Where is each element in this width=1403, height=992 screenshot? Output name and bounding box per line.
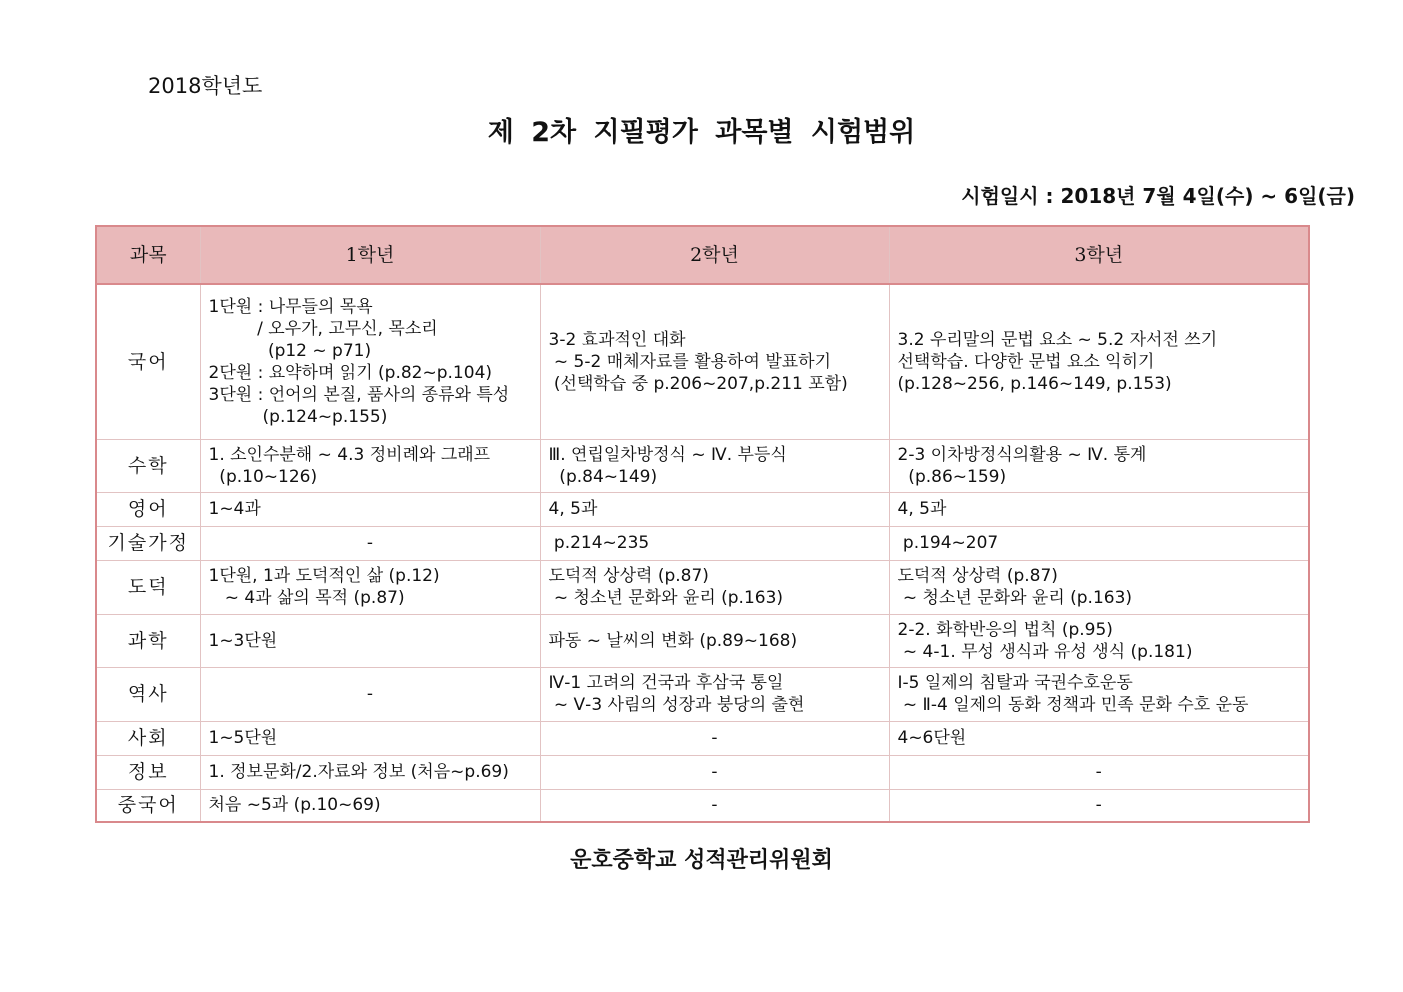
- subject-cell: 중국어: [96, 789, 200, 822]
- cell-line: -: [1095, 762, 1102, 782]
- grade2-cell: [540, 755, 889, 789]
- cell-line: 1~4과: [208, 499, 261, 519]
- header-grade1: 1학년: [200, 226, 540, 284]
- table-row: [96, 492, 1309, 526]
- grade3-cell: [889, 755, 1309, 789]
- cell-line: 3-2 효과적인 대화: [548, 329, 686, 350]
- cell-line: -: [366, 533, 374, 553]
- exam-range-table: [95, 225, 1310, 823]
- table-header-row: [96, 226, 1309, 284]
- subject-cell: 정보: [96, 755, 200, 789]
- grade1-cell: [200, 284, 540, 439]
- grade2-cell: [540, 667, 889, 721]
- grade3-cell: [889, 789, 1309, 822]
- subject-cell: 영어: [96, 492, 200, 526]
- cell-line: (p.128~256, p.146~149, p.153): [897, 373, 1172, 394]
- grade1-cell: [200, 667, 540, 721]
- cell-line: 도덕적 상상력 (p.87): [548, 566, 709, 586]
- grade3-cell: [889, 667, 1309, 721]
- grade1-cell: [200, 755, 540, 789]
- table-row: [96, 721, 1309, 755]
- grade2-cell: [540, 614, 889, 667]
- subject-cell: 역사: [96, 667, 200, 721]
- grade1-cell: [200, 439, 540, 492]
- cell-line: p.194~207: [897, 533, 999, 553]
- cell-line: (선택학습 중 p.206~207,p.211 포함): [548, 373, 848, 394]
- grade1-cell: [200, 614, 540, 667]
- table-row: [96, 284, 1309, 439]
- cell-line: 1~5단원: [208, 728, 278, 748]
- cell-line: 1단원, 1과 도덕적인 삶 (p.12): [208, 566, 440, 586]
- cell-line: -: [711, 762, 718, 782]
- cell-line: 2-2. 화학반응의 법칙 (p.95): [897, 619, 1113, 640]
- cell-line: 파동 ~ 날씨의 변화 (p.89~168): [548, 630, 798, 651]
- header-grade2: 2학년: [540, 226, 889, 284]
- grade2-cell: [540, 526, 889, 560]
- grade1-cell: [200, 721, 540, 755]
- cell-line: -: [711, 795, 718, 816]
- subject-cell: 도덕: [96, 560, 200, 614]
- table-row: [96, 526, 1309, 560]
- cell-line: ~ 4과 삶의 목적 (p.87): [208, 588, 405, 608]
- subject-cell: 과학: [96, 614, 200, 667]
- table-row: [96, 560, 1309, 614]
- cell-line: 1. 정보문화/2.자료와 정보 (처음~p.69): [208, 762, 509, 782]
- cell-line: 도덕적 상상력 (p.87): [897, 566, 1058, 586]
- grade3-cell: [889, 439, 1309, 492]
- exam-date: 시험일시 : 2018년 7월 4일(수) ~ 6일(금): [961, 184, 1355, 208]
- header-grade3: 3학년: [889, 226, 1309, 284]
- grade2-cell: [540, 492, 889, 526]
- table-row: [96, 667, 1309, 721]
- page-title: 제 2차 지필평가 과목별 시험범위: [487, 117, 916, 148]
- cell-line: ~ 4-1. 무성 생식과 유성 생식 (p.181): [897, 641, 1193, 662]
- cell-line: (p.84~149): [548, 466, 658, 487]
- cell-line: 4, 5과: [897, 499, 947, 519]
- grade3-cell: [889, 526, 1309, 560]
- grade1-cell: [200, 560, 540, 614]
- footer-committee: 운호중학교 성적관리위원회: [570, 848, 833, 873]
- grade2-cell: [540, 284, 889, 439]
- cell-line: ~ 청소년 문화와 윤리 (p.163): [548, 588, 784, 608]
- cell-line: (p.86~159): [897, 466, 1007, 487]
- cell-line: 4, 5과: [548, 499, 598, 519]
- cell-line: ~ 5-2 매체자료를 활용하여 발표하기: [548, 351, 832, 372]
- cell-line: Ⅳ-1 고려의 건국과 후삼국 통일: [548, 673, 784, 693]
- grade3-cell: [889, 560, 1309, 614]
- subject-cell: 기술가정: [96, 526, 200, 560]
- subject-cell: 국어: [96, 284, 200, 439]
- grade1-cell: [200, 492, 540, 526]
- cell-line: Ⅲ. 연립일차방정식 ~ Ⅳ. 부등식: [548, 444, 787, 465]
- subject-cell: 사회: [96, 721, 200, 755]
- cell-line: / 오우가, 고무신, 목소리: [208, 318, 438, 339]
- table-body: [96, 284, 1309, 822]
- grade3-cell: [889, 721, 1309, 755]
- grade3-cell: [889, 284, 1309, 439]
- school-year: 2018학년도: [148, 74, 263, 98]
- table-row: [96, 614, 1309, 667]
- cell-line: p.214~235: [548, 533, 650, 553]
- table-row: [96, 439, 1309, 492]
- cell-line: 2-3 이차방정식의활용 ~ Ⅳ. 통계: [897, 444, 1147, 465]
- cell-line: 4~6단원: [897, 728, 967, 748]
- grade1-cell: [200, 526, 540, 560]
- grade2-cell: [540, 789, 889, 822]
- cell-line: -: [711, 728, 718, 748]
- cell-line: 2단원 : 요약하며 읽기 (p.82~p.104): [208, 362, 493, 383]
- cell-line: (p.124~p.155): [208, 406, 388, 427]
- table-row: [96, 755, 1309, 789]
- subject-cell: 수학: [96, 439, 200, 492]
- cell-line: ~ 청소년 문화와 윤리 (p.163): [897, 588, 1133, 608]
- cell-line: 선택학습. 다양한 문법 요소 익히기: [897, 351, 1155, 372]
- cell-line: -: [1095, 795, 1102, 816]
- table-row: [96, 789, 1309, 822]
- cell-line: -: [366, 684, 374, 704]
- cell-line: 처음 ~5과 (p.10~69): [208, 795, 381, 816]
- cell-line: 1. 소인수분해 ~ 4.3 정비례와 그래프: [208, 444, 491, 465]
- cell-line: 1단원 : 나무들의 목욕: [208, 296, 373, 317]
- cell-line: (p12 ~ p71): [208, 340, 372, 361]
- grade1-cell: [200, 789, 540, 822]
- grade3-cell: [889, 492, 1309, 526]
- cell-line: 3단원 : 언어의 본질, 품사의 종류와 특성: [208, 384, 510, 405]
- cell-line: Ⅰ-5 일제의 침탈과 국권수호운동: [897, 673, 1133, 693]
- header-subject: 과목: [96, 226, 200, 284]
- grade3-cell: [889, 614, 1309, 667]
- grade2-cell: [540, 439, 889, 492]
- cell-line: ~ Ⅴ-3 사림의 성장과 붕당의 출현: [548, 695, 805, 715]
- cell-line: ~ Ⅱ-4 일제의 동화 정책과 민족 문화 수호 운동: [897, 695, 1249, 715]
- cell-line: (p.10~126): [208, 466, 318, 487]
- cell-line: 3.2 우리말의 문법 요소 ~ 5.2 자서전 쓰기: [897, 329, 1218, 350]
- grade2-cell: [540, 560, 889, 614]
- cell-line: 1~3단원: [208, 630, 278, 651]
- grade2-cell: [540, 721, 889, 755]
